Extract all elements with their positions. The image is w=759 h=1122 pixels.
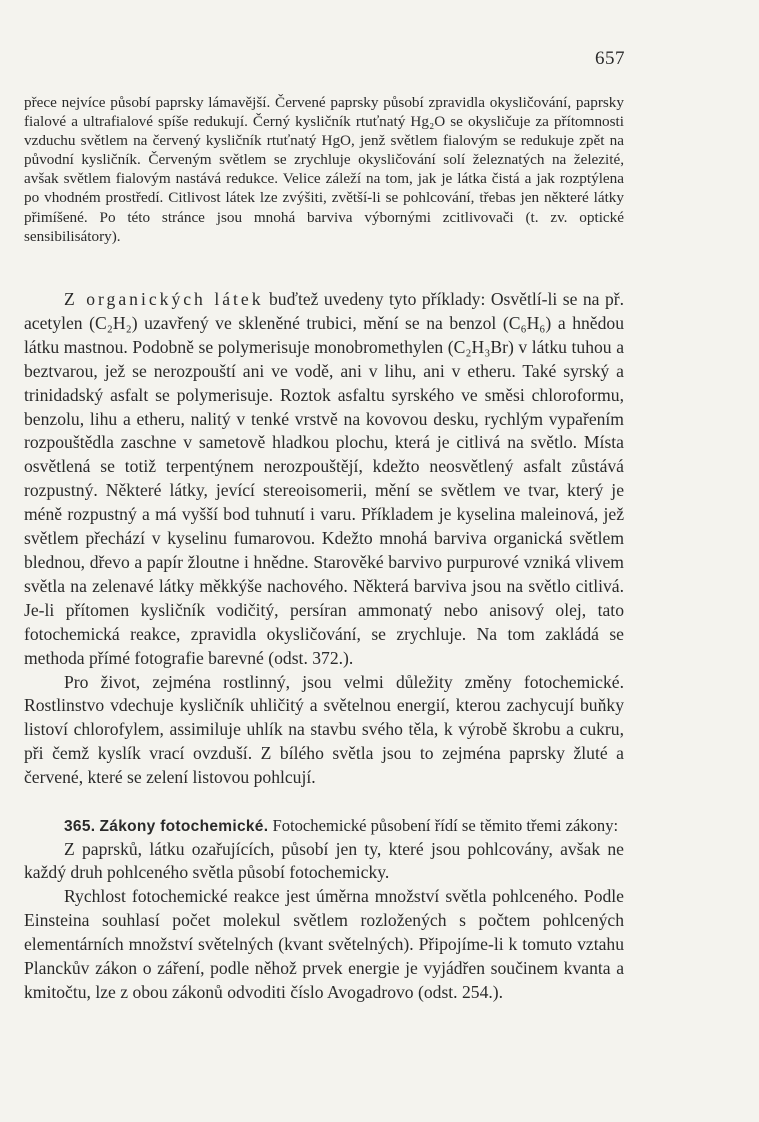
- paragraph-organic-substances: [24, 288, 624, 671]
- main-text-block: [24, 288, 624, 1005]
- section-heading-365: [24, 815, 624, 838]
- section-intro: Fotochemické působení řídí se těmito třemi zákony:: [268, 816, 619, 836]
- section-number: 365.: [64, 818, 96, 836]
- paragraph-plant-life: Pro život, zejména rostlinný, jsou velmi důležity změny fotochemické. Rostlinstvo vdechuje kysličník uhličitý a světelnou energií, kterou zachycují buňky listoví chlorofylem, assimiluje uhlík na stavbu svého těla, k výrobě škrobu a cukru, při čemž kyslík vrací ovzduší. Z bílého světla jsou to zejména paprsky žluté a červené, které se zelení listovou pohlcují.: [24, 671, 624, 788]
- page-number: 657: [595, 48, 625, 69]
- organic-substances-lead: Z organických látek: [64, 289, 264, 309]
- small-print-block: [24, 93, 624, 246]
- paragraph-light-effects: přece nejvíce působí paprsky lámavější. Červené paprsky působí zpravidla okysličování, paprsky fialové a ultrafialové spíše redukují. Černý kysličník rtuťnatý Hg₂O se okysličuje za přítomnosti vzduchu světlem na červený kysličník rtuťnatý HgO, jenž světlem fialovým se redukuje zpět na původní kysličník. Červeným světlem se zrychluje okysličování solí železnatých na železité, avšak světlem fialovým nastává redukce. Velice záleží na tom, jak je látka čistá a jak rozptýlena po vhodném prostředí. Citlivost látek lze zvýšiti, zvětší-li se pohlcování, třebas jen některé látky přimíšené. Po této stránce jsou mnohá barviva výbornými zcitlivovači (t. zv. optické sensibilisátory).: [24, 94, 624, 245]
- paragraph-first-law: Z paprsků, látku ozařujících, působí jen ty, které jsou pohlcovány, avšak ne každý druh pohlceného světla působí fotochemicky.: [24, 838, 624, 883]
- organic-substances-body: buďtež uvedeny tyto příklady: Osvětlí-li se na př. acetylen (C₂H₂) uzavřený ve skleněné trubici, mění se na benzol (C₆H₆) a hnědou látku mastnou. Podobně se polymerisuje monobromethylen (C₂H₃Br) v látku tuhou a beztvarou, jež se nerozpouští ani ve vodě, ani v lihu, ani v etheru. Také syrský a trinidadský asfalt se polymerisuje. Roztok asfaltu syrského ve směsi chloroformu, benzolu, lihu a etheru, nalitý v tenké vrstvě na kovovou desku, rychlým vypařením rozpouštědla zaschne v sametově hladkou plochu, která je citlivá na světlo. Místa osvětlená se totiž terpentýnem nerozpouštějí, kdežto neosvětlený asfalt zůstává rozpustný. Některé látky, jevící stereoisomerii, mění se světlem ve tvar, který je méně rozpustný a má vyšší bod tuhnutí i varu. Příkladem je kyselina maleinová, jež světlem přechází v kyselinu fumarovou. Kdežto mnohá barviva organická světlem blednou, dřevo a papír žloutne i hnědne. Starověké barvivo purpurové vzniká vlivem světla na zelenavé látky měkkýše nachového. Některá barviva jsou na světlo citlivá. Je-li přítomen kysličník vodičitý, persíran ammonatý nebo anisový olej, tato fotochemická reakce, zpravidla okysličování, se zrychluje. Na tom zakládá se methoda přímé fotografie barevné (odst. 372.).: [24, 289, 624, 668]
- section-title: Zákony fotochemické.: [99, 818, 269, 836]
- paragraph-second-law: Rychlost fotochemické reakce jest úměrna množství světla pohlceného. Podle Einsteina souhlasí počet molekul světlem rozložených s počtem pohlcených elementárních množství světelných (kvant světelných). Připojíme-li k tomuto vztahu Planckův zákon o záření, podle něhož prvek energie je vyjádřen součinem kvanta a kmitočtu, lze z obou zákonů odvoditi číslo Avogadrovo (odst. 254.).: [24, 886, 624, 1002]
